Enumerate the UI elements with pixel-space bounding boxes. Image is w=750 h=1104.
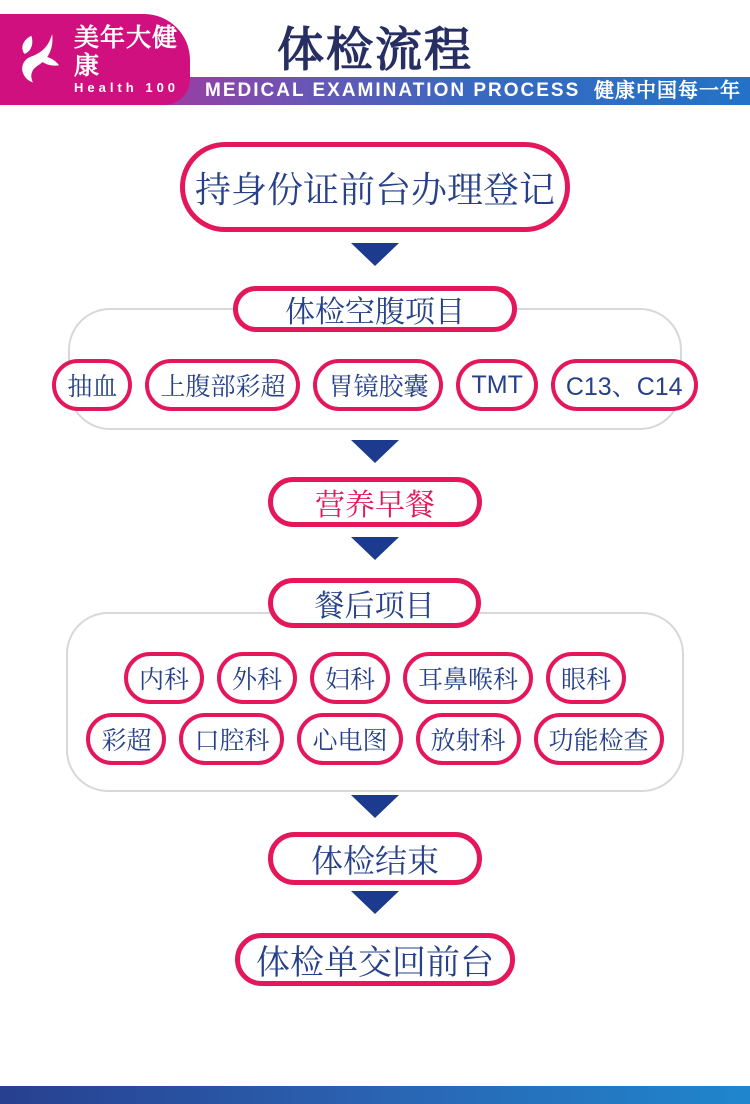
pill-color-ultrasound: 彩超 bbox=[86, 713, 166, 765]
return-form-pill: 体检单交回前台 bbox=[235, 933, 515, 986]
breakfast-pill: 营养早餐 bbox=[268, 477, 482, 527]
after-meal-items-row-1 bbox=[0, 652, 750, 704]
page-title: 体检流程 bbox=[277, 23, 473, 76]
pill-radiology: 放射科 bbox=[416, 713, 521, 765]
fasting-items-row bbox=[0, 359, 750, 411]
pill-ent: 耳鼻喉科 bbox=[403, 652, 533, 704]
down-arrow-icon bbox=[351, 795, 399, 818]
pill-c13-c14: C13、C14 bbox=[551, 359, 698, 411]
brand-name-en: Health 100 bbox=[74, 79, 180, 95]
after-meal-items-row-2 bbox=[0, 713, 750, 765]
pill-upper-abdomen-ultrasound: 上腹部彩超 bbox=[145, 359, 300, 411]
footer-gradient-bar bbox=[0, 1086, 750, 1104]
down-arrow-icon bbox=[351, 440, 399, 463]
subtitle-chinese: 健康中国每一年 bbox=[594, 80, 741, 102]
health100-person-icon bbox=[14, 32, 66, 88]
down-arrow-icon bbox=[351, 537, 399, 560]
pill-function-exam: 功能检查 bbox=[534, 713, 664, 765]
pill-ecg: 心电图 bbox=[297, 713, 402, 765]
brand-text bbox=[74, 24, 190, 96]
pill-gastroscopy-capsule: 胃镜胶囊 bbox=[313, 359, 443, 411]
pill-blood-draw: 抽血 bbox=[52, 359, 132, 411]
subtitle-english: MEDICAL EXAMINATION PROCESS bbox=[205, 80, 581, 101]
pill-surgery: 外科 bbox=[217, 652, 297, 704]
pill-internal-medicine: 内科 bbox=[124, 652, 204, 704]
down-arrow-icon bbox=[351, 243, 399, 266]
after-meal-group-title-pill: 餐后项目 bbox=[268, 578, 481, 628]
down-arrow-icon bbox=[351, 891, 399, 914]
pill-tmt: TMT bbox=[456, 359, 537, 411]
pill-ophthalmology: 眼科 bbox=[546, 652, 626, 704]
brand-name-cn: 美年大健康 bbox=[74, 23, 179, 80]
pill-dental: 口腔科 bbox=[179, 713, 284, 765]
fasting-group-title-pill: 体检空腹项目 bbox=[233, 286, 517, 332]
brand-logo-block bbox=[0, 14, 190, 105]
pill-gynecology: 妇科 bbox=[310, 652, 390, 704]
exam-finish-pill: 体检结束 bbox=[268, 832, 482, 885]
step-register-pill: 持身份证前台办理登记 bbox=[180, 142, 570, 232]
